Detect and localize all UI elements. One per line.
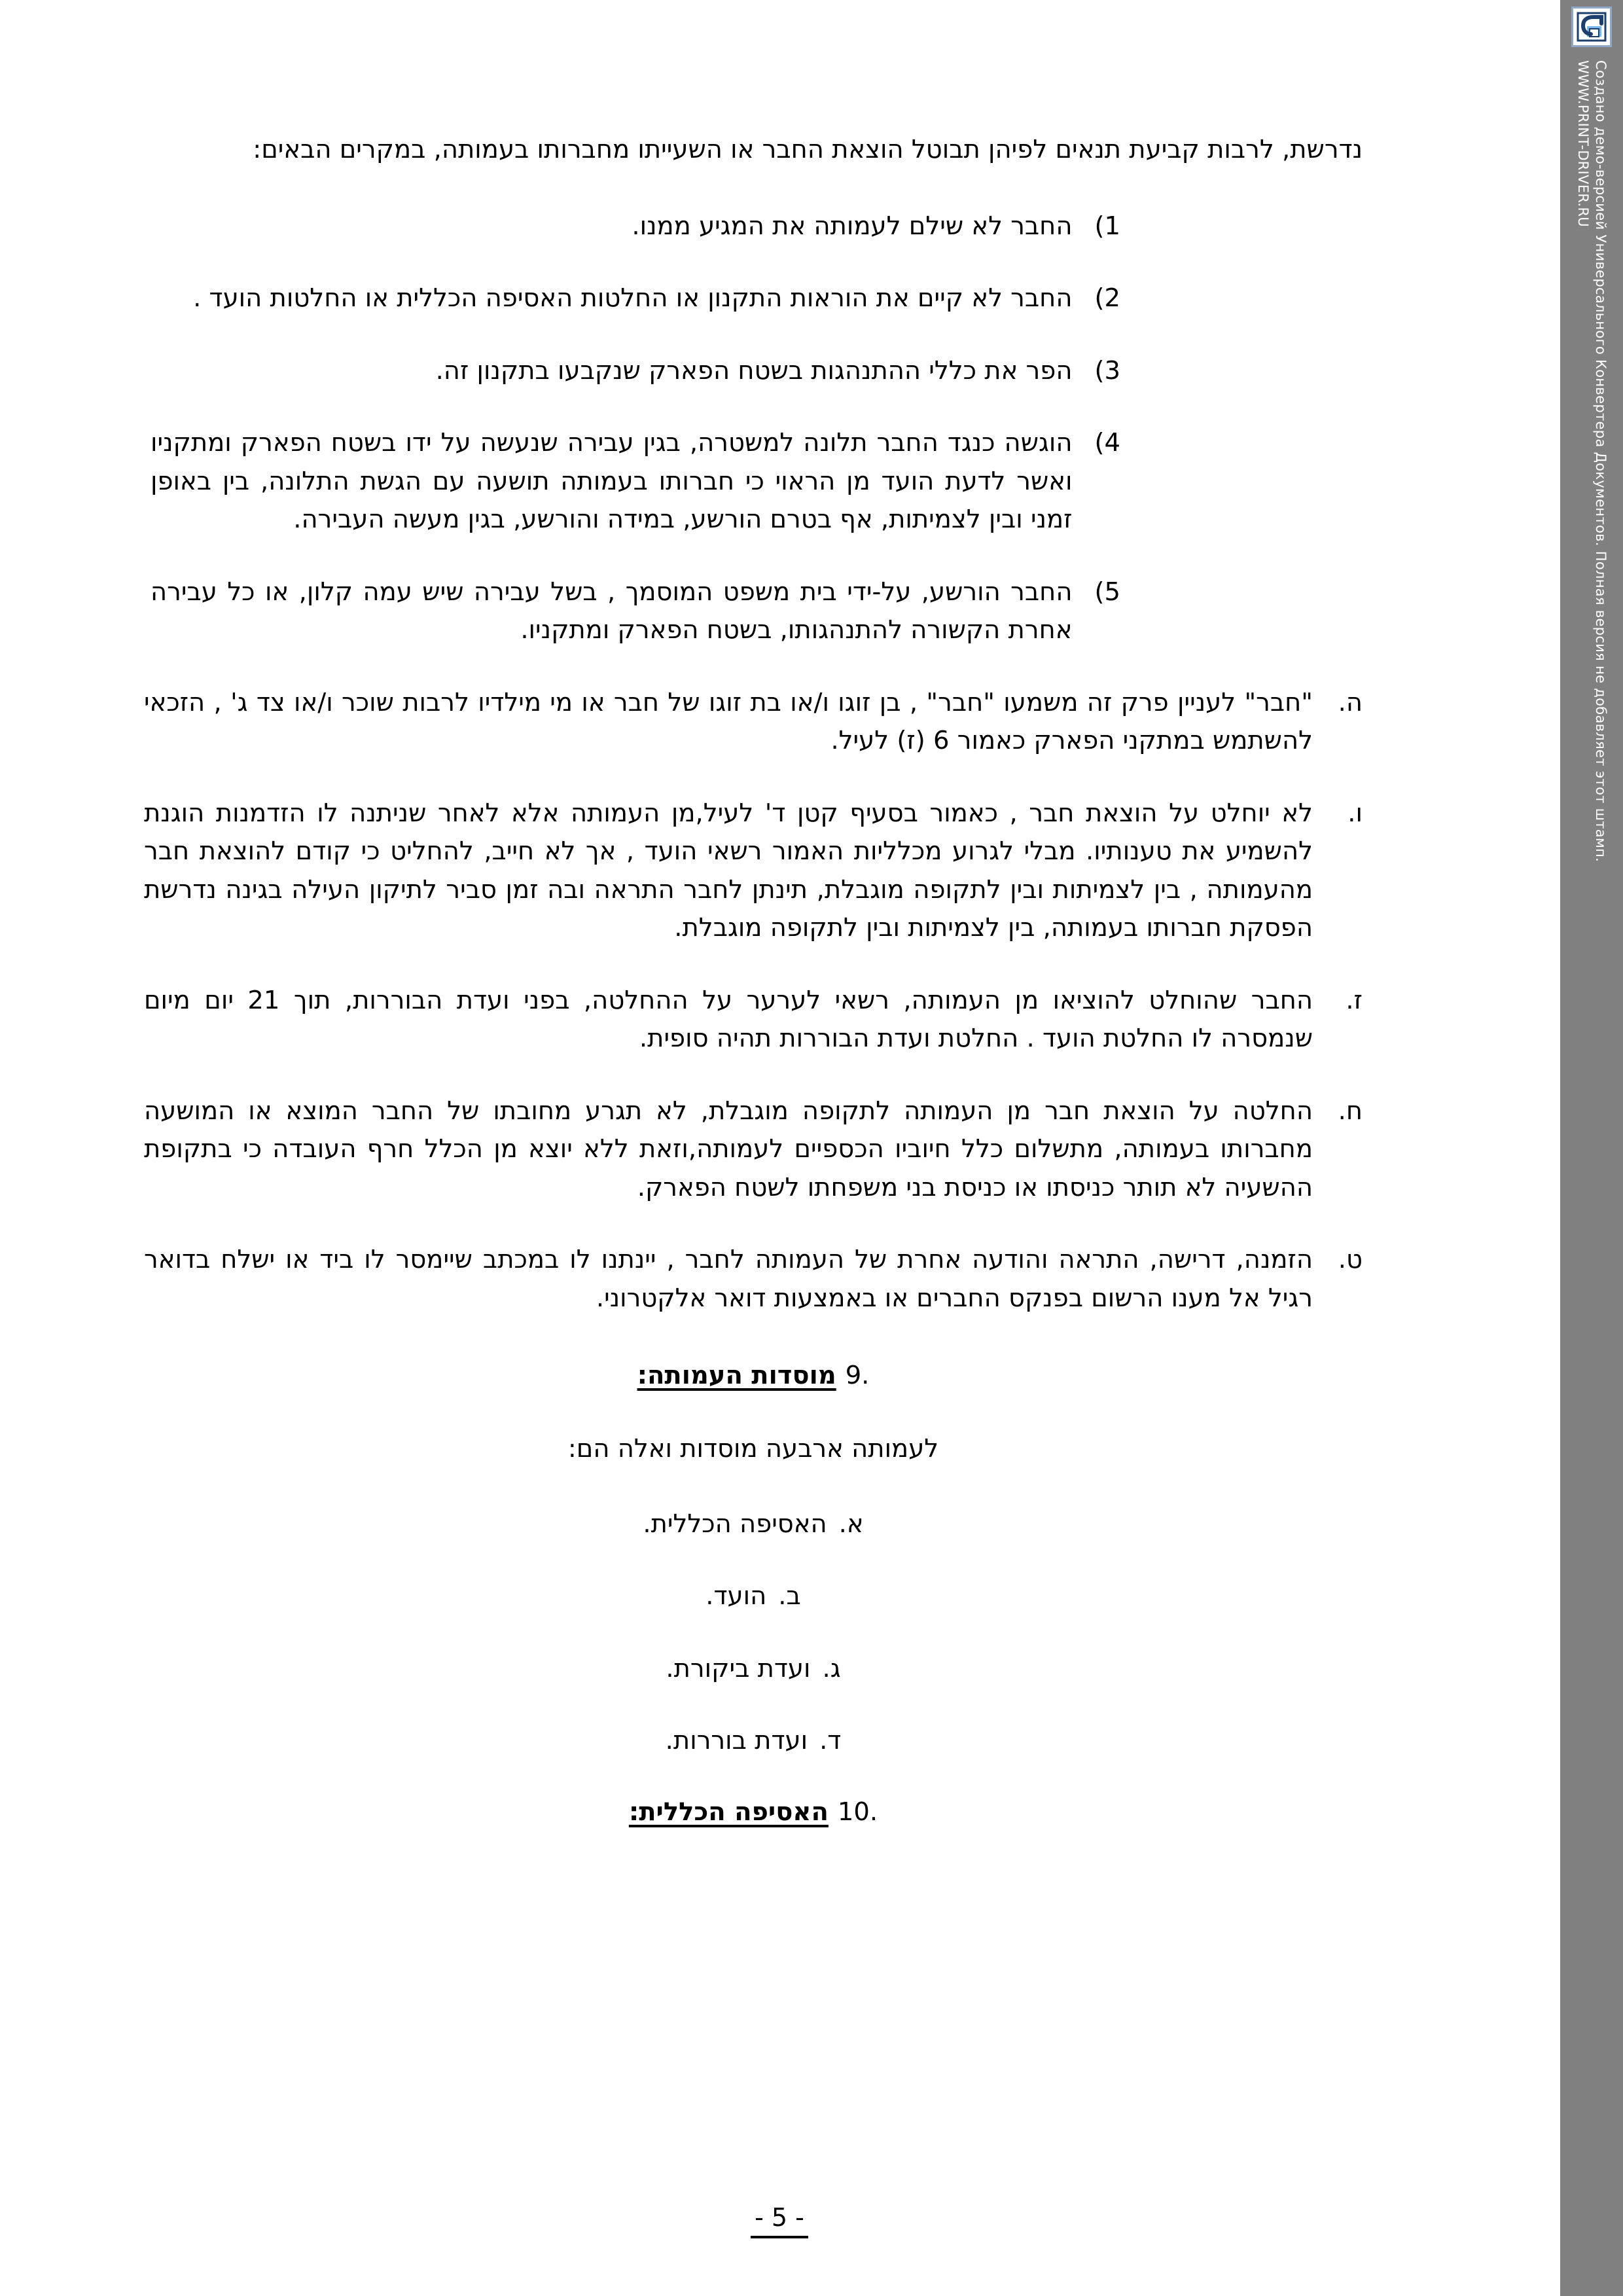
list-item: [144, 1241, 1363, 1318]
list-item: [144, 207, 1363, 246]
list-item: [144, 684, 1363, 761]
watermark-line-1: Создано демо-версией Универсального Конвертера Документов. Полная версия не добавляет этот штамп.: [1592, 60, 1609, 863]
list-item: [144, 424, 1363, 539]
section-heading-9: [144, 1358, 1363, 1393]
list-item-text: הוגשה כנגד החבר תלונה למשטרה, בגין עבירה שנעשה על ידו בשטח הפארק ומתקניו ואשר לדעת הועד מן הראוי כי חברותו בעמותה תושעה עם הגשת התלונה, בין באופן זמני ובין לצמיתות, אף בטרם הורשע, במידה והורשע, בגין מעשה העבירה.: [151, 428, 1073, 535]
list-marker: (5: [1094, 577, 1120, 607]
list-item: [144, 1505, 1363, 1544]
list-marker: ב.: [778, 1581, 801, 1611]
list-marker: ז.: [1346, 985, 1363, 1015]
list-item-text: החבר שהוחלט להוציאו מן העמותה, רשאי לערער על ההחלטה, בפני ועדת הבוררות, תוך 21 יום מיום שנמסרה לו החלטת הועד . החלטת ועדת הבוררות תהיה סופית.: [144, 985, 1313, 1054]
list-marker: ט.: [1338, 1245, 1363, 1275]
list-item: [144, 352, 1363, 391]
watermark-line-2: WWW.PRINT-DRIVER.RU: [1575, 60, 1591, 227]
watermark-text: [1574, 60, 1609, 977]
list-item: [144, 1092, 1363, 1208]
watermark-sidebar: [1559, 0, 1623, 2296]
list-item-text: לא יוחלט על הוצאת חבר , כאמור בסעיף קטן ד' לעיל,מן העמותה אלא לאחר שניתנה לו הזדמנות הוגנת להשמיע את טענותיו. מבלי לגרוע מכלליות האמור רשאי הועד , אך לא חייב, להחליט כי קודם להוצאת חבר מהעמותה , בין לצמיתות ובין לתקופה מוגבלת, תינתן לחבר התראה ובה זמן סביר לתיקון העילה בגינה נדרשת הפסקת חברותו בעמותה, בין לצמיתות ובין לתקופה מוגבלת.: [144, 798, 1313, 943]
list-item: [144, 1577, 1363, 1616]
list-marker: (1: [1094, 211, 1120, 241]
list-item: [144, 573, 1363, 650]
list-marker: (2: [1094, 283, 1120, 314]
list-marker: ו.: [1347, 798, 1363, 828]
intro-paragraph: נדרשת, לרבות קביעת תנאים לפיהן תבוטל הוצאת החבר או השעייתו מחברותו בעמותה, במקרים הבאים:: [253, 135, 1363, 164]
section-heading-10: [144, 1795, 1363, 1830]
list-item-text: החלטה על הוצאת חבר מן העמותה לתקופה מוגבלת, לא תגרע מחובתו של החבר המוצא או המושעה מחברותו בעמותה, מתשלום כלל חיוביו הכספיים לעמותה,וזאת ללא יוצא מן הכלל חרף העובדה כי בתקופת ההשעיה לא תותר כניסתו או כניסת בני משפחתו לשטח הפארק.: [144, 1096, 1313, 1202]
list-item-text: ועדת בוררות.: [665, 1726, 808, 1756]
list-item-text: החבר לא קיים את הוראות התקנון או החלטות האסיפה הכללית או החלטות הועד .: [193, 283, 1073, 314]
print-driver-logo-icon: [1571, 7, 1612, 47]
section-number: 9.: [845, 1361, 870, 1391]
list-marker: ה.: [1338, 687, 1363, 717]
list-item-text: "חבר" לעניין פרק זה משמעו "חבר" , בן זוגו ו/או בת זוגו של חבר או מי מילדיו לרבות שוכר ו/או צד ג' , הזכאי להשתמש במתקני הפארק כאמור 6 (ז) לעיל.: [144, 687, 1313, 756]
list-item-text: הפר את כללי ההתנהגות בשטח הפארק שנקבעו בתקנון זה.: [435, 355, 1073, 386]
page-number: - 5 -: [751, 2203, 808, 2238]
list-marker: (3: [1094, 355, 1120, 386]
list-item: [144, 1722, 1363, 1761]
list-marker: ג.: [822, 1653, 841, 1683]
list-marker: ח.: [1338, 1096, 1363, 1126]
list-item-text: הועד.: [705, 1581, 767, 1611]
list-marker: (4: [1094, 428, 1120, 458]
list-item: [144, 279, 1363, 318]
page-footer: [0, 2203, 1559, 2238]
section-title: האסיפה הכללית:: [628, 1797, 829, 1827]
list-marker: ד.: [819, 1726, 842, 1756]
section-title: מוסדות העמותה:: [637, 1361, 836, 1391]
institutions-list: [144, 1505, 1363, 1761]
list-item: [144, 982, 1363, 1058]
list-item-text: האסיפה הכללית.: [643, 1509, 827, 1539]
section-number: 10.: [837, 1797, 878, 1827]
lettered-clauses-list: [144, 684, 1363, 1318]
list-item-text: החבר לא שילם לעמותה את המגיע ממנו.: [632, 211, 1073, 241]
section-9-lead-line: לעמותה ארבעה מוסדות ואלה הם:: [567, 1434, 939, 1464]
list-item-text: החבר הורשע, על-ידי בית משפט המוסמך , בשל עבירה שיש עמה קלון, או כל עבירה אחרת הקשורה להתנהגותו, בשטח הפארק ומתקניו.: [151, 577, 1073, 645]
list-item: [144, 795, 1363, 948]
list-item: [144, 1650, 1363, 1689]
list-marker: א.: [838, 1509, 864, 1539]
list-item-text: הזמנה, דרישה, התראה והודעה אחרת של העמותה לחבר , יינתנו לו במכתב שיימסר לו ביד או ישלח בדואר רגיל אל מענו הרשום בפנקס החברים או באמצעות דואר אלקטרוני.: [144, 1245, 1313, 1313]
numbered-conditions-list: [144, 207, 1363, 650]
list-item-text: ועדת ביקורת.: [666, 1653, 811, 1683]
